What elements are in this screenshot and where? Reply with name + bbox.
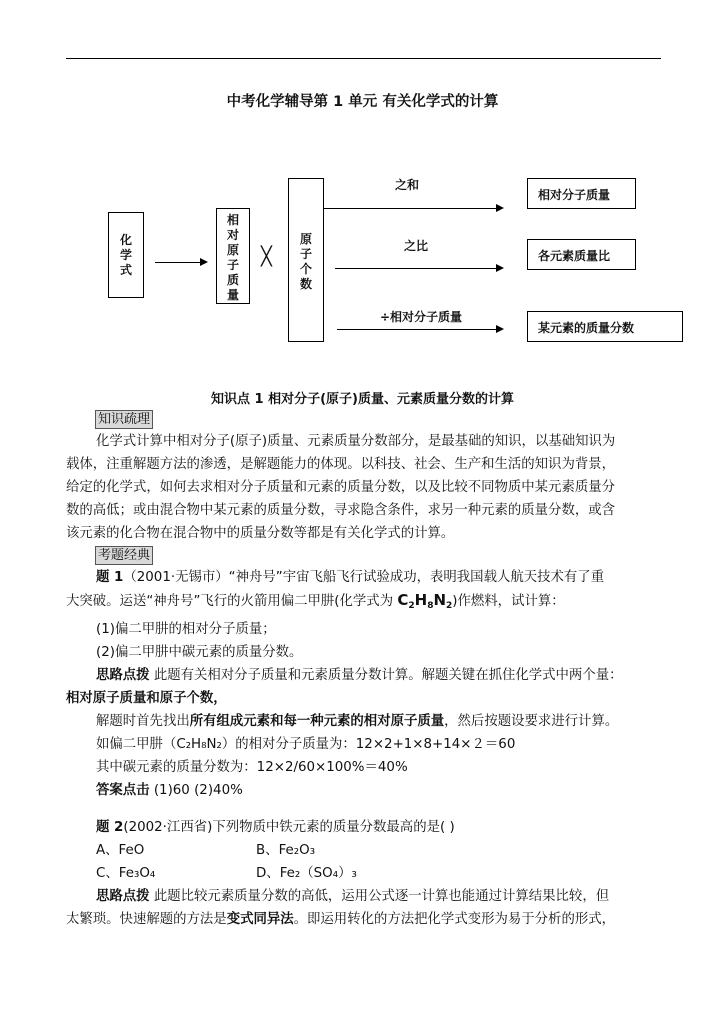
q1-formula-h: H — [414, 591, 428, 609]
arrow-divide-head — [496, 325, 504, 333]
q1-subquestion-2: (2)偏二甲肼中碳元素的质量分数。 — [96, 645, 303, 660]
q1-step-pre: 解题时首先找出 — [96, 714, 190, 729]
intro-line: 给定的化学式，如何去求相对分子质量和元素的质量分数，以及比较不同物质中某元素质量分 — [66, 480, 616, 495]
q1-calc-1: 如偏二甲肼（C₂H₈N₂）的相对分子质量为：12×2+1×8+14×２＝60 — [96, 737, 516, 752]
arrow-sum-head — [496, 204, 504, 212]
times-sign: ╳ — [261, 246, 272, 267]
box-mass-fraction-label: 某元素的质量分数 — [538, 321, 635, 335]
q1-hint-text: 此题有关相对分子质量和元素质量分数计算。解题关键在抓住化学式中两个量： — [149, 668, 623, 683]
question-1 — [66, 566, 662, 802]
q1-line1: （2001·无锡市）“神舟号”宇宙飞船飞行试验成功，表明我国载人航天技术有了重 — [123, 570, 605, 585]
q1-step-post: ，然后按题设要求进行计算。 — [444, 714, 619, 729]
box-atomic-mass-label: 相对原子质量 — [226, 213, 239, 302]
page-title: 中考化学辅导第 1 单元 有关化学式的计算 — [226, 94, 499, 110]
box-atom-count — [288, 178, 324, 342]
tag-examples: 考题经典 — [95, 546, 153, 565]
q2-hint-label: 思路点拨 — [96, 889, 150, 904]
q2-option-a: A、FeO — [96, 843, 145, 858]
label-divide: ÷相对分子质量 — [380, 310, 463, 324]
box-formula — [108, 212, 144, 298]
box-mass-fraction — [527, 311, 683, 342]
intro-line: 该元素的化合物在混合物中的质量分数等都是有关化学式的计算。 — [66, 526, 455, 541]
q2-hint-bold: 变式同异法 — [226, 912, 294, 927]
box-atom-count-label: 原子个数 — [299, 232, 312, 291]
q1-answer-label: 答案点击 — [96, 783, 150, 798]
q1-line2-pre: 大突破。运送“神舟号”飞行的火箭用偏二甲肼(化学式为 — [66, 594, 398, 609]
q1-label: 题 1 — [96, 570, 124, 585]
q1-formula-sub: 8 — [427, 601, 434, 611]
box-formula-label: 化学式 — [119, 233, 132, 277]
intro-line: 化学式计算中相对分子(原子)质量、元素质量分数部分，是最基础的知识，以基础知识为 — [96, 434, 616, 449]
q2-hint-line1: 此题比较元素质量分数的高低，运用公式逐一计算也能通过计算结果比较，但 — [149, 889, 610, 904]
q1-formula-sub: 2 — [446, 601, 453, 611]
arrow-formula-line — [155, 262, 201, 263]
q1-line2-post: )作燃料，试计算： — [452, 594, 565, 609]
q2-stem: (2002·江西省)下列物质中铁元素的质量分数最高的是( ) — [123, 820, 455, 835]
q1-formula-c: C — [397, 591, 409, 609]
question-2 — [66, 816, 662, 931]
q1-step-bold: 所有组成元素和每一种元素的相对原子质量 — [189, 714, 445, 729]
intro-line: 载体，注重解题方法的渗透，是解题能力的体现。以科技、社会、生产和生活的知识为背景， — [66, 457, 616, 472]
q1-subquestion-1: (1)偏二甲肼的相对分子质量； — [96, 622, 276, 637]
q1-hint-bold: 相对原子质量和原子个数， — [66, 691, 227, 706]
q1-calc-2: 其中碳元素的质量分数为：12×2/60×100%＝40% — [96, 760, 408, 775]
box-molecular-mass-label: 相对分子质量 — [538, 188, 611, 202]
arrow-formula-head — [200, 258, 208, 266]
arrow-ratio-head — [496, 264, 504, 272]
q2-option-b: B、Fe₂O₃ — [256, 843, 316, 858]
intro-line: 数的高低；或由混合物中某元素的质量分数，寻求隐含条件，求另一种元素的质量分数，或含 — [66, 503, 616, 518]
box-atomic-mass — [216, 208, 250, 304]
q1-formula-n: N — [433, 591, 447, 609]
q2-option-c: C、Fe₃O₄ — [96, 866, 156, 881]
q2-option-d: D、Fe₂（SO₄）₃ — [256, 866, 357, 881]
arrow-sum-line — [324, 208, 496, 209]
label-sum: 之和 — [395, 178, 420, 192]
q1-answer-text: (1)60 (2)40% — [149, 783, 243, 798]
label-ratio: 之比 — [404, 239, 429, 253]
intro-paragraph — [66, 430, 662, 545]
box-molecular-mass — [527, 178, 636, 209]
q2-label: 题 2 — [96, 820, 124, 835]
box-mass-ratio — [527, 239, 636, 270]
arrow-ratio-line — [335, 268, 496, 269]
header-rule — [66, 58, 661, 59]
q1-formula-sub: 2 — [408, 601, 415, 611]
arrow-divide-line — [337, 329, 496, 330]
q2-hint-line2-pre: 太繁琐。快速解题的方法是 — [66, 912, 227, 927]
box-mass-ratio-label: 各元素质量比 — [538, 249, 611, 263]
q1-hint-label: 思路点拨 — [96, 668, 150, 683]
section-heading: 知识点 1 相对分子(原子)质量、元素质量分数的计算 — [211, 392, 514, 407]
tag-knowledge: 知识疏理 — [95, 410, 153, 429]
q2-hint-line2-post: 。即运用转化的方法把化学式变形为易于分析的形式， — [293, 912, 616, 927]
